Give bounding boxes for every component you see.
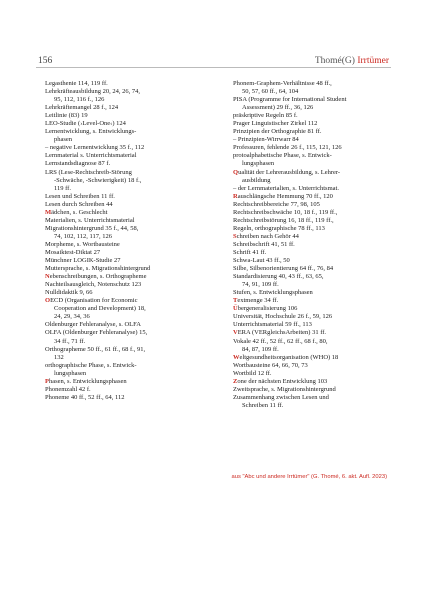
- running-head-author-mark: (G): [341, 56, 355, 66]
- index-entry: [233, 305, 413, 313]
- index-entry: Muttersprache, s. Migrationshintergrund: [45, 265, 151, 273]
- index-entry: Rechtschreibstörung 16, 18 ff., 119 ff.,: [233, 216, 334, 224]
- index-entry: 24, 29, 34, 36: [54, 313, 90, 321]
- index-entry: – negative Lernentwicklung 35 f., 112: [45, 144, 145, 152]
- index-entry: Morpheme, s. Wortbausteine: [45, 240, 120, 248]
- index-entry: Phoneme 40 ff., 52 ff., 64, 112: [45, 393, 125, 401]
- index-entry: Silbe, Silbenorientierung 64 ff., 76, 84: [233, 265, 334, 273]
- index-entry-text: eltgesundheitsorganisation (WHO) 18: [239, 353, 339, 361]
- index-entry-text: extmenge 34 ff.: [237, 297, 279, 305]
- index-entry: 74, 102, 112, 117, 126: [54, 232, 113, 240]
- index-entry: 84, 87, 109 ff.: [242, 345, 279, 353]
- index-entry: orthographische Phase, s. Entwick-: [45, 361, 137, 369]
- index-entry: Oldenburger Fehleranalyse, s. OLFA: [45, 321, 141, 329]
- index-entry: Wortbausteine 64, 66, 70, 73: [233, 361, 308, 369]
- index-entry: 50, 57, 60 ff., 64, 104: [242, 88, 299, 96]
- index-entry: [233, 169, 413, 177]
- index-entry: [45, 273, 225, 281]
- index-entry-text: ECD (Organisation for Economic: [50, 297, 138, 305]
- index-entry: [45, 209, 225, 217]
- index-entry: Wortbild 12 ff.: [233, 369, 272, 377]
- running-head-author: Thomé: [314, 56, 342, 66]
- index-entry-text: ebenschreibungen, s. Orthographeme: [49, 273, 147, 281]
- index-entry: Prinzipien der Orthographie 81 ff.: [233, 128, 322, 136]
- index-entry: Schreiben 11 ff.: [242, 401, 284, 409]
- index-entry: [233, 297, 413, 305]
- index-entry: PISA (Programme for International Student: [233, 96, 347, 104]
- index-entry: Phonem-Graphem-Verhältnisse 48 ff.,: [233, 80, 332, 87]
- index-entry-text: bergeneralisierung 106: [237, 305, 298, 313]
- index-entry: Lernentwicklung, s. Entwicklungs-: [45, 128, 137, 136]
- section-initial-letter: Z: [233, 377, 238, 385]
- section-initial-letter: T: [233, 297, 238, 305]
- section-initial-letter: Ü: [233, 305, 238, 313]
- header-rule: [36, 67, 391, 68]
- index-entry: Lehrkräftemangel 28 f., 124: [45, 104, 119, 112]
- index-entry: ausbildung: [242, 176, 271, 184]
- index-entry: Lernstandsdiagnose 87 f.: [45, 160, 111, 168]
- index-entry: -Schwäche, -Schwierigkeit) 18 f.,: [54, 176, 142, 184]
- index-entry: 119 ff.: [54, 184, 71, 192]
- index-entry: Cooperation and Development) 18,: [54, 305, 146, 313]
- index-entry: Stufen, s. Entwicklungsphasen: [233, 289, 313, 297]
- index-entry: lungsphasen: [54, 369, 87, 377]
- index-entry: Rechtschreibbereiche 77, 98, 105: [233, 200, 320, 208]
- index-entry: Nachteilsausgleich, Notenschutz 123: [45, 281, 142, 289]
- section-initial-letter: V: [233, 329, 238, 337]
- index-entry: Universität, Hochschule 26 f., 59, 126: [233, 313, 333, 321]
- index-entry: Vokale 42 ff., 52 ff., 62 ff., 68 f., 80,: [233, 337, 328, 345]
- section-initial-letter: S: [233, 232, 237, 240]
- section-initial-letter: R: [233, 192, 238, 200]
- index-entry: präskriptive Regeln 85 f.: [233, 112, 298, 120]
- index-entry: Schwa-Laut 43 ff., 50: [233, 257, 290, 265]
- index-entry: Nulldidaktik 9, 66: [45, 289, 93, 297]
- index-entry: Materialien, s. Unterrichtsmaterial: [45, 216, 135, 224]
- index-entry: [233, 354, 413, 362]
- index-entry: Münchner LOGIK-Studie 27: [45, 257, 121, 265]
- index-entry: – Prinzipien-Wirrwarr 84: [233, 136, 299, 144]
- index-entry-text: one der nächsten Entwicklung 103: [237, 377, 328, 385]
- index-entry-text: ERA (VERgleichsArbeiten) 31 ff.: [237, 329, 327, 337]
- index-entry: Legasthenie 114, 119 ff.: [45, 80, 108, 87]
- running-head-title: Irrtümer: [357, 56, 389, 66]
- index-entry: 95, 112, 116 f., 126: [54, 96, 105, 104]
- index-entry: Lesen und Schreiben 11 ff.: [45, 192, 115, 200]
- index-column-left: [45, 80, 225, 402]
- index-entry-text: chreiben nach Gehör 44: [236, 232, 299, 240]
- index-entry: Regeln, orthographische 78 ff., 113: [233, 224, 325, 232]
- index-entry: Mosaiktest-Diktat 27: [45, 248, 101, 256]
- index-entry: Schrift 41 ff.: [233, 248, 267, 256]
- index-entry: [233, 329, 413, 337]
- index-entry: protoalphabetische Phase, s. Entwick-: [233, 152, 332, 160]
- index-entry: 34 ff., 71 ff.: [54, 337, 86, 345]
- running-head: [315, 56, 389, 66]
- section-initial-letter: N: [45, 273, 50, 281]
- source-note: aus "Abc und andere Irrtümer" (G. Thomé, 6. akt. Aufl. 2023): [231, 474, 387, 480]
- index-entry: 132: [54, 353, 64, 361]
- index-entry: Phonemzahl 42 f.: [45, 385, 91, 393]
- index-entry: Professuren, fehlende 26 f., 115, 121, 126: [233, 144, 342, 152]
- index-entry: Lehrkräfteausbildung 20, 24, 26, 74,: [45, 88, 140, 96]
- section-initial-letter: O: [45, 297, 51, 305]
- section-initial-letter: W: [233, 353, 240, 361]
- index-entry: Leitlinie (83) 19: [45, 112, 88, 120]
- index-entry-text: hasen, s. Entwicklungsphasen: [48, 377, 127, 385]
- index-entry: Orthographeme 50 ff., 61 ff., 68 f., 91,: [45, 345, 146, 353]
- index-entry: Rechtschreibschwäche 10, 18 f., 119 ff.,: [233, 208, 338, 216]
- index-entry: Standardisierung 40, 43 ff., 63, 65,: [233, 273, 324, 281]
- index-column-right: [233, 80, 413, 410]
- index-entry: Unterrichtsmaterial 59 ff., 113: [233, 321, 312, 329]
- index-entry: Migrationshintergrund 35 f., 44, 58,: [45, 224, 139, 232]
- index-entry: [45, 378, 225, 386]
- index-entry: [45, 297, 225, 305]
- page-number: 156: [38, 56, 53, 66]
- section-initial-letter: Q: [233, 168, 239, 176]
- index-entry: LEO-Studie (›Level-One‹) 124: [45, 120, 126, 128]
- index-entry: Assessment) 29 ff., 36, 126: [242, 104, 314, 112]
- index-entry: Schreibschrift 41, 51 ff.: [233, 240, 295, 248]
- index-entry-text: auschlängsche Hemmung 70 ff., 120: [237, 192, 333, 200]
- index-entry: [233, 378, 413, 386]
- index-entry-text: ualität der Lehrerausbildung, s. Lehrer-: [238, 168, 341, 176]
- index-entry-text: ädchen, s. Geschlecht: [51, 208, 108, 216]
- section-initial-letter: P: [45, 377, 49, 385]
- index-entry: lungsphasen: [242, 160, 275, 168]
- index-entry: phasen: [54, 136, 73, 144]
- index-entry: – der Lernmaterialien, s. Unterrichtsmat.: [233, 184, 339, 192]
- index-entry: Zweitsprache, s. Migrationshintergrund: [233, 385, 336, 393]
- section-initial-letter: M: [45, 208, 52, 216]
- index-entry: [233, 233, 413, 241]
- index-entry: OLFA (Oldenburger Fehleranalyse) 15,: [45, 329, 148, 337]
- index-entry: LRS (Lese-Rechtschreib-Störung: [45, 168, 132, 176]
- index-entry: [233, 193, 413, 201]
- index-entry: Prager Linguistischer Zirkel 112: [233, 120, 318, 128]
- index-entry: 74, 91, 109 ff.: [242, 281, 279, 289]
- index-entry: Lesen durch Schreiben 44: [45, 200, 113, 208]
- index-entry: Lernmaterial s. Unterrichtsmaterial: [45, 152, 137, 160]
- index-entry: Zusammenhang zwischen Lesen und: [233, 393, 329, 401]
